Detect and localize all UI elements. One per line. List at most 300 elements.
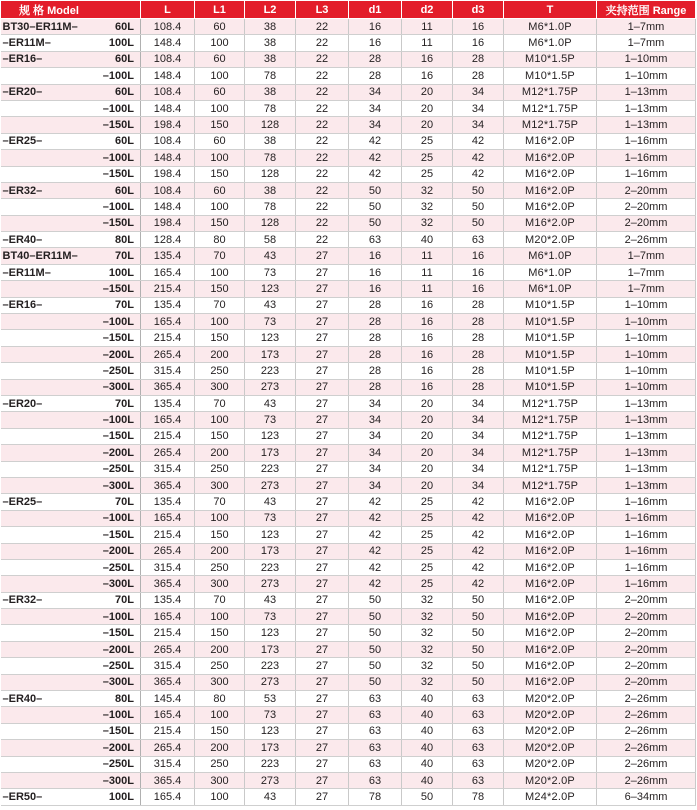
cell-l: 198.4 (141, 166, 195, 182)
cell-l1: 100 (195, 68, 245, 84)
cell-l: 198.4 (141, 215, 195, 231)
cell-l1: 150 (195, 625, 245, 641)
cell-l2: 43 (245, 592, 296, 608)
cell-d3: 34 (453, 412, 504, 428)
cell-range: 1–13mm (597, 412, 696, 428)
cell-l1: 250 (195, 559, 245, 575)
cell-l3: 27 (296, 674, 349, 690)
model-cell (1, 412, 141, 428)
cell-range: 1–13mm (597, 84, 696, 100)
model-cell (1, 150, 141, 166)
model-length: –150L (102, 627, 134, 640)
cell-t: M12*1.75P (504, 412, 597, 428)
model-prefix: –ER40– (2, 233, 43, 246)
model-cell (1, 592, 141, 608)
cell-d2: 25 (402, 576, 453, 592)
cell-d1: 28 (349, 346, 402, 362)
table-row (1, 609, 696, 625)
model-length: 70L (115, 250, 134, 263)
cell-range: 1–13mm (597, 428, 696, 444)
model-cell (1, 445, 141, 461)
cell-range: 2–26mm (597, 756, 696, 772)
cell-d1: 28 (349, 314, 402, 330)
model-length: –150L (102, 217, 134, 230)
cell-d1: 63 (349, 723, 402, 739)
cell-l: 365.4 (141, 772, 195, 788)
model-cell (1, 19, 141, 35)
cell-d3: 28 (453, 346, 504, 362)
cell-d3: 63 (453, 756, 504, 772)
cell-l1: 150 (195, 428, 245, 444)
table-row (1, 674, 696, 690)
cell-l2: 273 (245, 379, 296, 395)
cell-t: M16*2.0P (504, 625, 597, 641)
cell-range: 1–16mm (597, 527, 696, 543)
cell-range: 1–10mm (597, 297, 696, 313)
model-length: –100L (102, 151, 134, 164)
model-length: 100L (108, 791, 134, 804)
table-row (1, 264, 696, 280)
cell-l3: 22 (296, 215, 349, 231)
cell-l3: 22 (296, 100, 349, 116)
cell-l: 148.4 (141, 100, 195, 116)
model-length: –150L (102, 528, 134, 541)
model-length: –300L (102, 381, 134, 394)
cell-l1: 150 (195, 215, 245, 231)
cell-d1: 34 (349, 477, 402, 493)
cell-l: 315.4 (141, 461, 195, 477)
cell-l1: 300 (195, 576, 245, 592)
cell-l3: 27 (296, 379, 349, 395)
cell-d2: 11 (402, 35, 453, 51)
model-prefix: –ER32– (2, 594, 43, 607)
model-length: –100L (102, 414, 134, 427)
cell-l1: 250 (195, 461, 245, 477)
cell-d3: 34 (453, 84, 504, 100)
cell-l: 108.4 (141, 84, 195, 100)
cell-l2: 43 (245, 789, 296, 805)
cell-d3: 63 (453, 723, 504, 739)
cell-d1: 34 (349, 445, 402, 461)
cell-l1: 60 (195, 19, 245, 35)
model-length: –200L (102, 741, 134, 754)
cell-range: 2–20mm (597, 592, 696, 608)
cell-l1: 70 (195, 395, 245, 411)
cell-l3: 27 (296, 494, 349, 510)
cell-l2: 123 (245, 330, 296, 346)
cell-l2: 43 (245, 248, 296, 264)
cell-d3: 50 (453, 215, 504, 231)
table-body (1, 19, 696, 806)
cell-l1: 100 (195, 314, 245, 330)
cell-l2: 73 (245, 264, 296, 280)
cell-l1: 200 (195, 346, 245, 362)
cell-d3: 42 (453, 150, 504, 166)
table-row (1, 412, 696, 428)
model-prefix: –ER50– (2, 791, 43, 804)
cell-l1: 70 (195, 494, 245, 510)
cell-l2: 38 (245, 84, 296, 100)
cell-d1: 42 (349, 543, 402, 559)
table-row (1, 19, 696, 35)
cell-d1: 16 (349, 264, 402, 280)
header-L1: L1 (195, 1, 245, 19)
cell-d2: 40 (402, 723, 453, 739)
table-row (1, 166, 696, 182)
model-cell (1, 84, 141, 100)
cell-l2: 173 (245, 445, 296, 461)
cell-d1: 42 (349, 150, 402, 166)
model-cell (1, 494, 141, 510)
cell-t: M20*2.0P (504, 707, 597, 723)
table-row (1, 281, 696, 297)
cell-l: 265.4 (141, 740, 195, 756)
model-length: –100L (102, 200, 134, 213)
cell-l3: 27 (296, 264, 349, 280)
cell-t: M16*2.0P (504, 510, 597, 526)
cell-d1: 42 (349, 527, 402, 543)
cell-l: 128.4 (141, 232, 195, 248)
cell-d3: 28 (453, 379, 504, 395)
cell-l2: 73 (245, 412, 296, 428)
cell-d2: 40 (402, 232, 453, 248)
cell-d1: 16 (349, 248, 402, 264)
cell-d1: 28 (349, 51, 402, 67)
cell-l3: 27 (296, 723, 349, 739)
cell-range: 1–16mm (597, 510, 696, 526)
table-row (1, 543, 696, 559)
cell-l: 315.4 (141, 363, 195, 379)
cell-range: 1–7mm (597, 248, 696, 264)
cell-d3: 50 (453, 182, 504, 198)
model-prefix: –ER25– (2, 496, 43, 509)
model-cell (1, 707, 141, 723)
model-prefix: –ER20– (2, 397, 43, 410)
cell-l2: 273 (245, 772, 296, 788)
cell-d2: 25 (402, 543, 453, 559)
cell-l2: 128 (245, 215, 296, 231)
cell-d2: 25 (402, 559, 453, 575)
model-length: –150L (102, 119, 134, 132)
cell-l: 108.4 (141, 182, 195, 198)
cell-l2: 43 (245, 297, 296, 313)
model-length: 80L (115, 692, 134, 705)
cell-d1: 28 (349, 363, 402, 379)
cell-l3: 27 (296, 510, 349, 526)
cell-l3: 27 (296, 445, 349, 461)
cell-d1: 34 (349, 412, 402, 428)
model-cell (1, 461, 141, 477)
cell-l1: 60 (195, 51, 245, 67)
cell-d2: 20 (402, 100, 453, 116)
cell-d1: 63 (349, 232, 402, 248)
table-row (1, 215, 696, 231)
cell-d2: 32 (402, 658, 453, 674)
table-row (1, 428, 696, 444)
cell-range: 1–10mm (597, 314, 696, 330)
cell-l2: 123 (245, 428, 296, 444)
cell-l: 215.4 (141, 625, 195, 641)
cell-t: M20*2.0P (504, 232, 597, 248)
table-row (1, 379, 696, 395)
table-row (1, 527, 696, 543)
table-row (1, 363, 696, 379)
cell-d3: 50 (453, 592, 504, 608)
cell-l1: 100 (195, 789, 245, 805)
cell-t: M16*2.0P (504, 592, 597, 608)
cell-l: 315.4 (141, 559, 195, 575)
cell-d1: 50 (349, 625, 402, 641)
cell-l3: 27 (296, 592, 349, 608)
model-length: –250L (102, 364, 134, 377)
cell-d3: 28 (453, 330, 504, 346)
cell-range: 1–16mm (597, 543, 696, 559)
cell-d3: 34 (453, 445, 504, 461)
cell-l1: 200 (195, 543, 245, 559)
cell-l1: 100 (195, 35, 245, 51)
model-prefix: –ER25– (2, 135, 43, 148)
model-prefix: –ER16– (2, 53, 43, 66)
cell-range: 1–7mm (597, 35, 696, 51)
cell-l: 165.4 (141, 314, 195, 330)
cell-l: 365.4 (141, 576, 195, 592)
table-row (1, 150, 696, 166)
cell-l2: 173 (245, 740, 296, 756)
cell-range: 1–10mm (597, 346, 696, 362)
model-length: –250L (102, 758, 134, 771)
cell-d3: 63 (453, 740, 504, 756)
cell-t: M6*1.0P (504, 281, 597, 297)
cell-l3: 27 (296, 297, 349, 313)
cell-l2: 273 (245, 576, 296, 592)
cell-d3: 42 (453, 494, 504, 510)
cell-d3: 63 (453, 772, 504, 788)
cell-l1: 80 (195, 691, 245, 707)
model-length: –200L (102, 643, 134, 656)
cell-l1: 150 (195, 281, 245, 297)
model-length: –200L (102, 348, 134, 361)
table-row (1, 100, 696, 116)
cell-d1: 28 (349, 297, 402, 313)
cell-range: 2–20mm (597, 674, 696, 690)
cell-l3: 22 (296, 51, 349, 67)
model-cell (1, 625, 141, 641)
table-row (1, 510, 696, 526)
model-length: –150L (102, 430, 134, 443)
cell-l3: 27 (296, 363, 349, 379)
cell-d2: 20 (402, 84, 453, 100)
model-length: –300L (102, 577, 134, 590)
cell-d2: 32 (402, 641, 453, 657)
cell-l1: 70 (195, 248, 245, 264)
model-prefix: BT30–ER11M– (2, 20, 78, 33)
cell-l3: 27 (296, 658, 349, 674)
cell-t: M24*2.0P (504, 789, 597, 805)
header-d3: d3 (453, 1, 504, 19)
cell-t: M20*2.0P (504, 723, 597, 739)
cell-l: 135.4 (141, 592, 195, 608)
cell-l3: 27 (296, 281, 349, 297)
cell-d2: 32 (402, 625, 453, 641)
cell-range: 2–20mm (597, 641, 696, 657)
cell-d1: 28 (349, 379, 402, 395)
cell-l1: 300 (195, 379, 245, 395)
cell-d3: 28 (453, 314, 504, 330)
cell-l3: 27 (296, 789, 349, 805)
cell-l2: 128 (245, 166, 296, 182)
cell-t: M16*2.0P (504, 576, 597, 592)
cell-l1: 80 (195, 232, 245, 248)
model-length: –150L (102, 168, 134, 181)
table-row (1, 625, 696, 641)
cell-t: M16*2.0P (504, 641, 597, 657)
cell-l3: 27 (296, 395, 349, 411)
cell-d3: 50 (453, 625, 504, 641)
cell-range: 2–26mm (597, 772, 696, 788)
cell-d1: 34 (349, 84, 402, 100)
cell-l2: 78 (245, 150, 296, 166)
model-cell (1, 117, 141, 133)
model-cell (1, 264, 141, 280)
cell-l3: 22 (296, 133, 349, 149)
cell-l: 148.4 (141, 68, 195, 84)
cell-d3: 78 (453, 789, 504, 805)
cell-t: M10*1.5P (504, 379, 597, 395)
cell-l3: 27 (296, 772, 349, 788)
cell-d3: 16 (453, 19, 504, 35)
cell-d2: 25 (402, 527, 453, 543)
cell-t: M6*1.0P (504, 264, 597, 280)
cell-d3: 50 (453, 609, 504, 625)
cell-range: 6–34mm (597, 789, 696, 805)
cell-d1: 78 (349, 789, 402, 805)
model-cell (1, 691, 141, 707)
cell-d2: 40 (402, 707, 453, 723)
model-cell (1, 379, 141, 395)
cell-l1: 100 (195, 199, 245, 215)
model-length: 60L (115, 135, 134, 148)
cell-d3: 28 (453, 51, 504, 67)
table-row (1, 592, 696, 608)
cell-d2: 25 (402, 133, 453, 149)
table-row (1, 248, 696, 264)
cell-d3: 63 (453, 707, 504, 723)
cell-l2: 38 (245, 35, 296, 51)
model-cell (1, 346, 141, 362)
cell-d2: 20 (402, 412, 453, 428)
cell-l2: 123 (245, 527, 296, 543)
table-row (1, 691, 696, 707)
cell-range: 1–13mm (597, 445, 696, 461)
model-length: 70L (115, 397, 134, 410)
cell-d1: 16 (349, 35, 402, 51)
cell-l1: 250 (195, 658, 245, 674)
table-row (1, 330, 696, 346)
cell-d3: 42 (453, 543, 504, 559)
cell-d2: 20 (402, 428, 453, 444)
cell-d1: 42 (349, 559, 402, 575)
model-cell (1, 658, 141, 674)
cell-l1: 60 (195, 133, 245, 149)
cell-t: M10*1.5P (504, 297, 597, 313)
cell-l2: 73 (245, 314, 296, 330)
cell-d2: 40 (402, 740, 453, 756)
cell-range: 1–7mm (597, 281, 696, 297)
cell-l3: 22 (296, 35, 349, 51)
cell-l1: 150 (195, 723, 245, 739)
cell-l: 165.4 (141, 707, 195, 723)
cell-range: 1–13mm (597, 117, 696, 133)
cell-range: 1–10mm (597, 330, 696, 346)
model-cell (1, 576, 141, 592)
cell-t: M16*2.0P (504, 182, 597, 198)
cell-d1: 42 (349, 576, 402, 592)
cell-d3: 28 (453, 68, 504, 84)
cell-l2: 173 (245, 346, 296, 362)
table-row (1, 756, 696, 772)
cell-l2: 73 (245, 609, 296, 625)
cell-d1: 63 (349, 740, 402, 756)
cell-t: M6*1.0P (504, 248, 597, 264)
table-row (1, 723, 696, 739)
cell-t: M12*1.75P (504, 428, 597, 444)
table-row (1, 707, 696, 723)
cell-d3: 34 (453, 461, 504, 477)
cell-d1: 50 (349, 641, 402, 657)
model-cell (1, 248, 141, 264)
cell-l: 135.4 (141, 297, 195, 313)
model-length: –200L (102, 446, 134, 459)
cell-t: M10*1.5P (504, 330, 597, 346)
table-row (1, 68, 696, 84)
cell-l1: 150 (195, 330, 245, 346)
cell-range: 2–20mm (597, 199, 696, 215)
cell-l3: 27 (296, 314, 349, 330)
cell-l2: 223 (245, 559, 296, 575)
cell-l: 165.4 (141, 609, 195, 625)
cell-t: M16*2.0P (504, 559, 597, 575)
table-row (1, 133, 696, 149)
model-prefix: –ER32– (2, 184, 43, 197)
table-row (1, 182, 696, 198)
cell-l1: 250 (195, 756, 245, 772)
cell-range: 1–13mm (597, 100, 696, 116)
cell-l: 215.4 (141, 330, 195, 346)
cell-t: M12*1.75P (504, 477, 597, 493)
model-prefix: –ER11M– (2, 37, 51, 50)
cell-l: 265.4 (141, 641, 195, 657)
cell-d3: 42 (453, 133, 504, 149)
cell-l: 145.4 (141, 691, 195, 707)
cell-d3: 16 (453, 248, 504, 264)
cell-d3: 34 (453, 428, 504, 444)
cell-l: 365.4 (141, 674, 195, 690)
model-cell (1, 674, 141, 690)
model-cell (1, 543, 141, 559)
cell-t: M16*2.0P (504, 215, 597, 231)
cell-d3: 50 (453, 658, 504, 674)
cell-l2: 123 (245, 625, 296, 641)
cell-range: 1–7mm (597, 264, 696, 280)
cell-l2: 43 (245, 494, 296, 510)
cell-d3: 28 (453, 363, 504, 379)
cell-range: 2–26mm (597, 740, 696, 756)
cell-range: 2–26mm (597, 707, 696, 723)
cell-l: 135.4 (141, 248, 195, 264)
cell-l1: 70 (195, 592, 245, 608)
model-cell (1, 609, 141, 625)
cell-l3: 27 (296, 707, 349, 723)
